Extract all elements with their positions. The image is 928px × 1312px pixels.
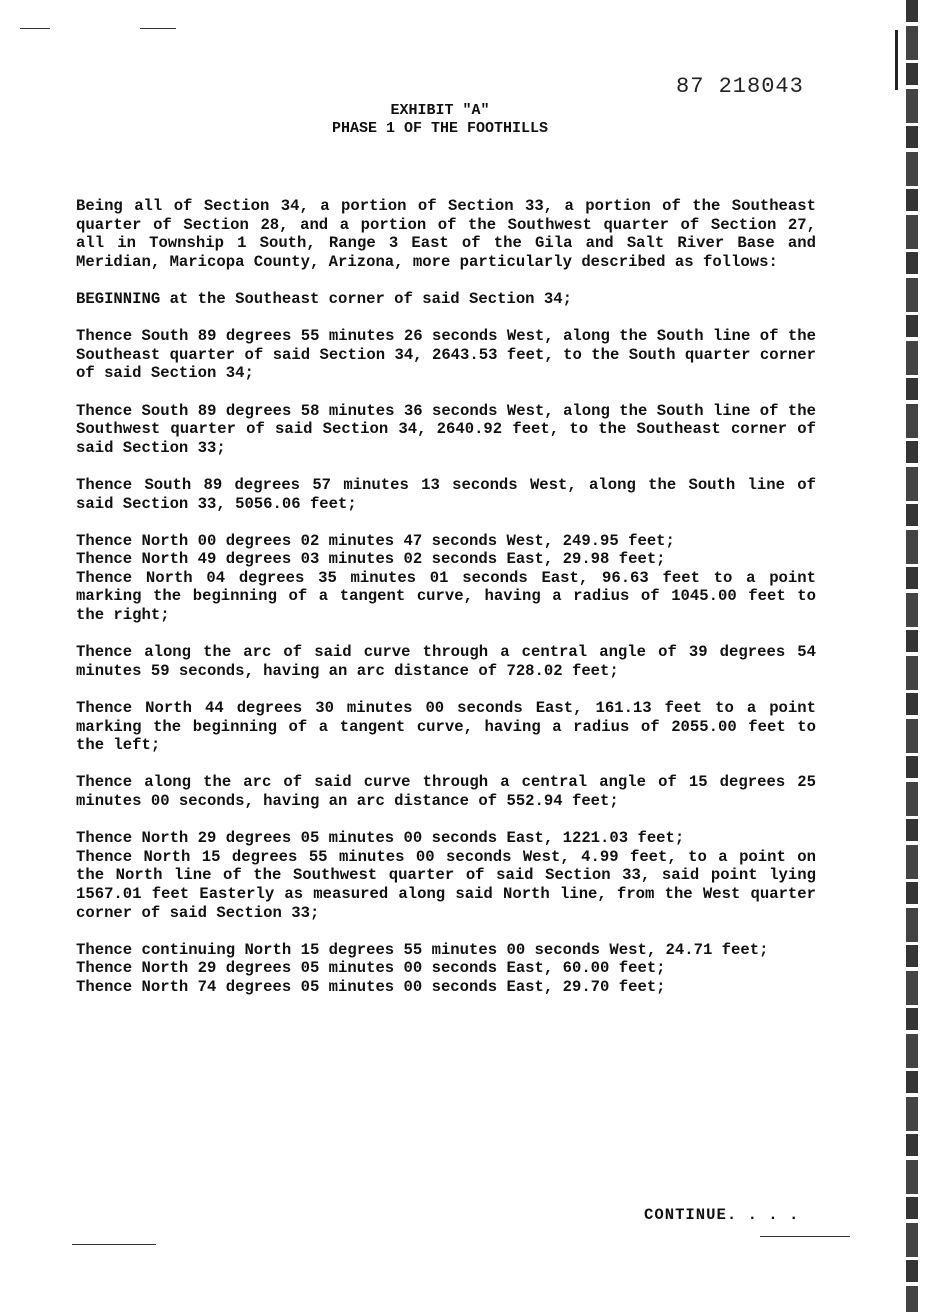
paragraph: BEGINNING at the Southeast corner of said Section 34; bbox=[76, 289, 572, 308]
scan-edge-artifact bbox=[906, 0, 918, 1312]
paragraph: Thence South 89 degrees 58 minutes 36 seconds West, along the South line of the Southwest quarter of said Section 34, 2640.92 feet, to the Southeast corner of said Section 33; bbox=[76, 401, 816, 457]
scan-speck bbox=[760, 1236, 850, 1237]
paragraph: Being all of Section 34, a portion of Section 33, a portion of the Southeast quarter of Section 28, and a portion of the Southwest quarter of Section 27, all in Township 1 South, Range 3 East of the Gila and Salt River Base and Meridian, Maricopa County, Arizona, more particularly described as follows: bbox=[76, 197, 816, 271]
recording-number: 87 218043 bbox=[676, 74, 804, 99]
paragraph: Thence continuing North 15 degrees 55 minutes 00 seconds West, 24.71 feet; Thence North 29 degrees 05 minutes 00 seconds East, 60.00 feet; Thence North 74 degrees 05 minutes 00 seconds East, 29.70 feet; bbox=[76, 940, 769, 996]
document-subtitle: PHASE 1 OF THE FOOTHILLS bbox=[331, 120, 549, 137]
paragraph: Thence South 89 degrees 55 minutes 26 seconds West, along the South line of the Southeast quarter of said Section 34, 2643.53 feet, to the South quarter corner of said Section 34; bbox=[76, 327, 816, 383]
continue-label: CONTINUE. . . . bbox=[644, 1206, 800, 1224]
paragraph: Thence South 89 degrees 57 minutes 13 seconds West, along the South line of said Section 33, 5056.06 feet; bbox=[76, 475, 816, 513]
paragraph: Thence North 44 degrees 30 minutes 00 seconds East, 161.13 feet to a point marking the beginning of a tangent curve, having a radius of 2055.00 feet to the left; bbox=[76, 699, 816, 755]
paragraph: Thence along the arc of said curve through a central angle of 39 degrees 54 minutes 59 seconds, having an arc distance of 728.02 feet; bbox=[76, 643, 816, 680]
paragraph: Thence North 00 degrees 02 minutes 47 seconds West, 249.95 feet; Thence North 49 degrees 03 minutes 02 seconds East, 29.98 feet; Thence North 04 degrees 35 minutes 01 seconds East, 96.63 feet to a point marking the beginning of a tangent curve, having a radius of 1045.00 feet to the right; bbox=[76, 531, 816, 625]
paragraph: Thence along the arc of said curve through a central angle of 15 degrees 25 minutes 00 seconds, having an arc distance of 552.94 feet; bbox=[76, 773, 816, 810]
scan-speck bbox=[20, 28, 50, 29]
legal-description bbox=[76, 197, 816, 997]
scan-speck bbox=[140, 28, 176, 29]
title-block bbox=[0, 102, 880, 138]
paragraph: Thence North 29 degrees 05 minutes 00 seconds East, 1221.03 feet; Thence North 15 degrees 55 minutes 00 seconds West, 4.99 feet, to a point on the North line of the Southwest quarter of said Section 33, said point lying 1567.01 feet Easterly as measured along said North line, from the West quarter corner of said Section 33; bbox=[76, 829, 816, 922]
scan-speck bbox=[72, 1244, 156, 1245]
exhibit-title: EXHIBIT "A" bbox=[390, 102, 490, 119]
scan-edge-mark bbox=[895, 30, 898, 90]
